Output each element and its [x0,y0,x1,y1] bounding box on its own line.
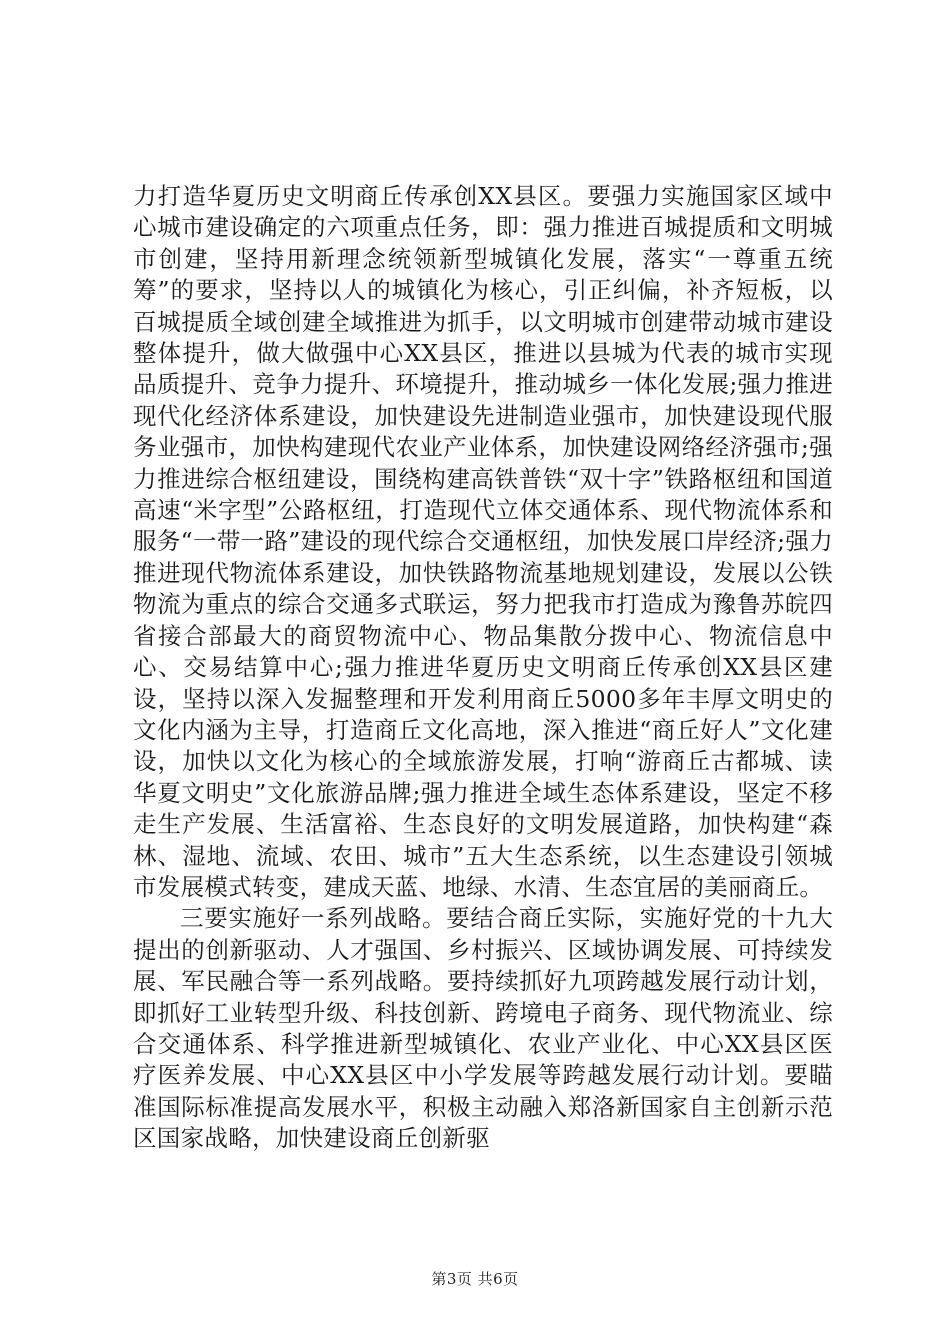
paragraph-1: 力打造华夏历史文明商丘传承创XX县区。要强力实施国家区域中心城市建设确定的六项重点任务，即：强力推进百城提质和文明城市创建，坚持用新理念统领新型城镇化发展，落实“一尊重五统筹”的要求，坚持以人的城镇化为核心，引正纠偏，补齐短板，以百城提质全域创建全域推进为抓手，以文明城市创建带动城市建设整体提升，做大做强中心XX县区，推进以县城为代表的城市实现品质提升、竞争力提升、环境提升，推动城乡一体化发展;强力推进现代化经济体系建设，加快建设先进制造业强市，加快建设现代服务业强市，加快构建现代农业产业体系，加快建设网络经济强市;强力推进综合枢纽建设，围绕构建高铁普铁“双十字”铁路枢纽和国道高速“米字型”公路枢纽，打造现代立体交通体系、现代物流体系和服务“一带一路”建设的现代综合交通枢纽，加快发展口岸经济;强力推进现代物流体系建设，加快铁路物流基地规划建设，发展以公铁物流为重点的综合交通多式联运，努力把我市打造成为豫鲁苏皖四省接合部最大的商贸物流中心、物品集散分拨中心、物流信息中心、交易结算中心;强力推进华夏历史文明商丘传承创XX县区建设，坚持以深入发掘整理和开发利用商丘5000多年丰厚文明史的文化内涵为主导，打造商丘文化高地，深入推进“商丘好人”文化建设，加快以文化为核心的全域旅游发展，打响“游商丘古都城、读华夏文明史”文化旅游品牌;强力推进全域生态体系建设，坚定不移走生产发展、生活富裕、生态良好的文明发展道路，加快构建“森林、湿地、流域、农田、城市”五大生态系统，以生态建设引领城市发展模式转变，建成天蓝、地绿、水清、生态宜居的美丽商丘。 [133,182,833,901]
paragraph-2: 三要实施好一系列战略。要结合商丘实际，实施好党的十九大提出的创新驱动、人才强国、乡村振兴、区域协调发展、可持续发展、军民融合等一系列战略。要持续抓好九项跨越发展行动计划，即抓好工业转型升级、科技创新、跨境电子商务、现代物流业、综合交通体系、科学推进新型城镇化、农业产业化、中心XX县区医疗医养发展、中心XX县区中小学发展等跨越发展行动计划。要瞄准国际标准提高发展水平，积极主动融入郑洛新国家自主创新示范区国家战略，加快建设商丘创新驱 [133,904,833,1153]
page-number: 第3页 共6页 [431,1270,519,1288]
page-footer [0,1268,950,1289]
document-body [133,181,833,1155]
